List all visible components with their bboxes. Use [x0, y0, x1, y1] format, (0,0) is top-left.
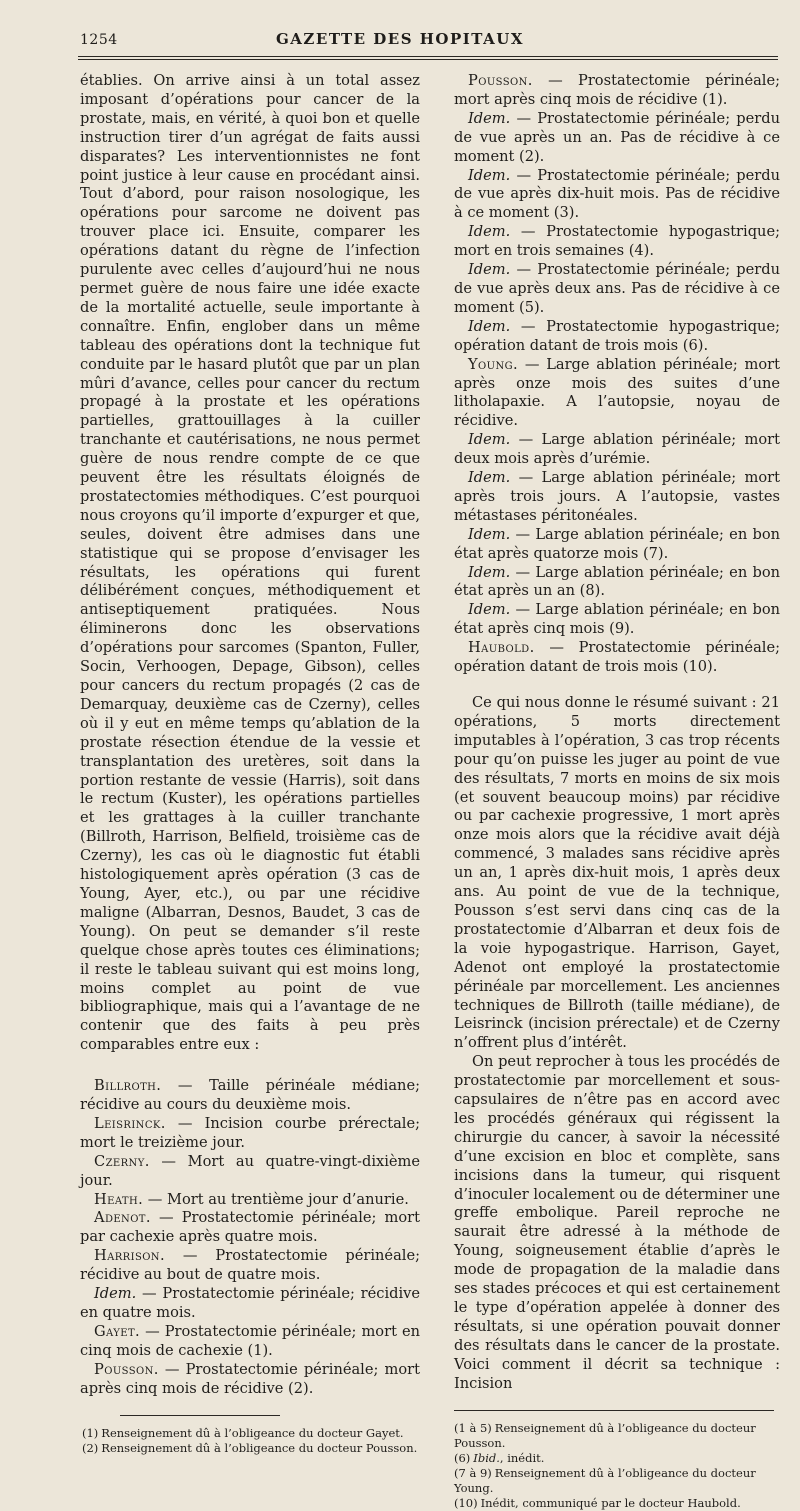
- footnote: [80, 1426, 420, 1441]
- surgeon-name: Heath.: [94, 1190, 144, 1208]
- case-text: — Large ablation périnéale; en bon état après un an (8).: [454, 563, 781, 600]
- case-entry-czerny: [80, 1153, 420, 1191]
- case-entry-harrison-idem: [80, 1285, 420, 1323]
- case-entry-idem: [454, 318, 780, 356]
- footnote-rule: [120, 1415, 280, 1416]
- right-column: [454, 72, 780, 1511]
- surgeon-name: Young.: [468, 355, 519, 373]
- footnote-text: Renseignement dû à l’obligeance du docteur Gayet.: [101, 1425, 404, 1440]
- case-entry-idem: [454, 110, 780, 167]
- case-text: — Large ablation périnéale; mort après trois jours. A l’autopsie, vastes métastases péritonéales.: [454, 469, 781, 524]
- footnote-text: Renseignement dû à l’obligeance du docteur Pousson.: [101, 1440, 418, 1455]
- idem-label: Idem.: [468, 431, 511, 449]
- idem-label: Idem.: [468, 317, 511, 335]
- case-entry-leisrinck: [80, 1115, 420, 1153]
- header-rule-top: [78, 56, 778, 57]
- summary-paragraph: Ce qui nous donne le résumé suivant : 21 opérations, 5 morts directement imputables à l’opération, 3 cas trop récents pour qu’on puisse les juger au point de vue des résultats, 7 morts en moins de six mois (et souvent beaucoup moins) par récidive ou par cachexie progressive, 1 mort après onze mois alors que la récidive avait déjà commencé, 3 malades sans récidive après un an, 1 après dix-huit mois, 1 après deux ans. Au point de vue de la technique, Pousson s’est servi dans cinq cas de la prostatectomie d’Albarran et deux fois de la voie hypogastrique. Harrison, Gayet, Adenot ont employé la prostatectomie périnéale par morcellement. Les anciennes techniques de Billroth (taille médiane), de Leisrinck (incision prérectale) et de Czerny n’offrent plus d’intérêt.: [454, 694, 780, 1052]
- footnote-text: Inédit, communiqué par le docteur Haubold.: [480, 1495, 741, 1510]
- surgeon-name: Haubold.: [468, 639, 535, 657]
- left-column: [80, 72, 420, 1456]
- case-entry-idem: [454, 167, 780, 224]
- ibid-label: Ibid.: [473, 1450, 500, 1465]
- idem-label: Idem.: [468, 601, 511, 619]
- case-entry-heath: [80, 1191, 420, 1210]
- surgeon-name: Gayet.: [94, 1322, 141, 1340]
- case-text: — Incision courbe prérectale; mort le treizième jour.: [80, 1114, 420, 1151]
- idem-label: Idem.: [94, 1285, 137, 1303]
- idem-label: Idem.: [468, 109, 511, 127]
- surgeon-name: Pousson.: [468, 72, 533, 89]
- case-text: — Mort au trentième jour d’anurie.: [147, 1190, 409, 1208]
- idem-label: Idem.: [468, 469, 511, 487]
- surgeon-name: Adenot.: [94, 1209, 151, 1227]
- idem-label: Idem.: [468, 166, 511, 184]
- body-paragraph: établies. On arrive ainsi à un total assez imposant d’opérations pour cancer de la prostate, mais, en vérité, à quoi bon et quelle instruction tirer d’un agrégat de faits aussi disparates? Les interventionnistes ne font point justice à leur cause en procédant ainsi. Tout d’abord, pour raison nosologique, les opérations pour sarcome ne doivent pas trouver place ici. Ensuite, comparer les opérations datant du règne de l’infection purulente avec celles d’aujourd’hui ne nous permet guère de nous faire une idée exacte de la mortalité actuelle, seule importante à connaître. Enfin, englober dans un même tableau des opérations dont la technique fut conduite par le hasard plutôt que par un plan mûri d’avance, celles pour cancer du rectum propagé à la prostate et les opérations partielles, grattouillages à la cuiller tranchante et cautérisations, ne nous permet guère de nous rendre compte de ce que peuvent être les résultats éloignés de prostatectomies méthodiques. C’est pourquoi nous croyons qu’il importe d’expurger et que, seules, doivent être admises dans une statistique qui se propose d’envisager les résultats, les opérations qui furent délibérément conçues, méthodiquement et antiseptiquement pratiquées. Nous éliminerons donc les observations d’opérations pour sarcomes (Spanton, Fuller, Socin, Verhoogen, Depage, Gibson), celles pour cancers du rectum propagés (2 cas de Demarquay, deuxième cas de Czerny), celles où il y eut en même temps qu’ablation de la prostate résection étendue de la vessie et transplantation des uretères, soit dans la portion restante de vessie (Harris), soit dans le rectum (Kuster), les opérations partielles et les grattages à la cuiller tranchante (Billroth, Harrison, Belfield, troisième cas de Czerny), les cas où le diagnostic fut établi histologiquement après opération (3 cas de Young, Ayer, etc.), ou par une récidive maligne (Albarran, Desnos, Baudet, 3 cas de Young). On peut se demander s’il reste quelque chose après toutes ces éliminations; il reste le tableau suivant qui est moins long, moins complet au point de vue bibliographique, mais qui a l’avantage de ne contenir que des faits à peu près comparables entre eux :: [80, 72, 420, 1054]
- critique-paragraph: On peut reprocher à tous les procédés de prostatectomie par morcellement et sous-capsulaires de n’être pas en accord avec les procédés généraux qui régissent la chirurgie du cancer, à savoir la nécessité d’une excision en bloc et complète, sans incisions dans la tumeur, qui risquent d’inoculer localement ou de déterminer une greffe embolique. Pareil reproche ne saurait être adressé à la méthode de Young, soigneusement établie d’après le mode de propagation de la maladie dans ses stades précoces et qui est certainement le type d’opération appelée à donner des résultats, si une opération pouvait donner des résultats dans le cancer de la prostate. Voici comment il décrit sa technique : Incision: [454, 1053, 780, 1392]
- idem-label: Idem.: [468, 563, 511, 581]
- idem-label: Idem.: [468, 261, 511, 279]
- footnote: [454, 1466, 780, 1496]
- footnote-text: Renseignement dû à l’obligeance du docteur Pousson.: [454, 1420, 756, 1450]
- case-text: — Prostatectomie périnéale; récidive en quatre mois.: [80, 1285, 421, 1321]
- case-text: — Prostatectomie périnéale; perdu de vue après un an. Pas de récidive à ce moment (2).: [454, 109, 781, 165]
- case-entry-pousson: [80, 1361, 420, 1399]
- case-text: — Large ablation périnéale; en bon état après cinq mois (9).: [454, 601, 781, 638]
- footnote: [454, 1496, 780, 1511]
- footnote-rule: [454, 1410, 774, 1411]
- case-text: — Large ablation périnéale; mort deux mois après d’urémie.: [454, 431, 781, 468]
- case-entry-haubold: [454, 639, 780, 677]
- case-entry-young: [454, 356, 780, 432]
- surgeon-name: Leisrinck.: [94, 1114, 166, 1132]
- surgeon-name: Czerny.: [94, 1152, 150, 1170]
- case-text: — Large ablation périnéale; mort après onze mois des suites d’une litholapaxie. A l’autopsie, noyau de récidive.: [454, 355, 781, 430]
- case-entry-idem: [454, 601, 780, 639]
- footnote-mark: (10): [454, 1495, 478, 1510]
- case-entry-idem: [454, 526, 780, 564]
- case-text: — Taille périnéale médiane; récidive au cours du deuxième mois.: [80, 1077, 420, 1114]
- spacer: [80, 1055, 420, 1077]
- case-entry-idem: [454, 469, 780, 526]
- footnote: [454, 1451, 780, 1466]
- case-entry-gayet: [80, 1323, 420, 1361]
- footnote-mark: (2): [82, 1440, 99, 1455]
- case-text: — Prostatectomie périnéale; perdu de vue après deux ans. Pas de récidive à ce moment (5).: [454, 261, 781, 316]
- footnote-mark: (1): [82, 1425, 99, 1440]
- footnote: [454, 1421, 780, 1451]
- idem-label: Idem.: [468, 223, 511, 241]
- case-text: — Prostatectomie périnéale; mort après cinq mois de récidive (1).: [454, 72, 781, 108]
- page-number: 1254: [80, 32, 118, 48]
- case-text: — Prostatectomie périnéale; opération datant de trois mois (10).: [454, 639, 780, 676]
- case-entry-harrison: [80, 1247, 420, 1285]
- footnote-text: Renseignement dû à l’obligeance du docteur Young.: [454, 1465, 756, 1495]
- surgeon-name: Pousson.: [94, 1360, 159, 1378]
- case-text: — Large ablation périnéale; en bon état après quatorze mois (7).: [454, 525, 781, 562]
- header-rule-bottom: [78, 59, 778, 60]
- case-text: — Prostatectomie périnéale; mort en cinq mois de cachexie (1).: [80, 1322, 420, 1359]
- case-entry-idem: [454, 564, 780, 602]
- footnote-mark: (7 à 9): [454, 1465, 492, 1480]
- case-text: — Prostatectomie périnéale; mort après cinq mois de récidive (2).: [80, 1360, 420, 1397]
- case-entry-idem: [454, 261, 780, 318]
- case-text: — Prostatectomie hypogastrique; mort en trois semaines (4).: [454, 223, 780, 260]
- case-text: — Prostatectomie périnéale; mort par cachexie après quatre mois.: [80, 1209, 420, 1246]
- surgeon-name: Billroth.: [94, 1077, 162, 1095]
- footnote-mark: (6): [454, 1450, 471, 1465]
- footnote: [80, 1441, 420, 1456]
- case-entry-idem: [454, 431, 780, 469]
- case-entry-billroth: [80, 1077, 420, 1115]
- spacer: [454, 677, 780, 694]
- case-text: — Mort au quatre-vingt-dixième jour.: [80, 1152, 420, 1189]
- case-entry-adenot: [80, 1209, 420, 1247]
- case-text: — Prostatectomie hypogastrique; opération datant de trois mois (6).: [454, 317, 780, 354]
- case-entry-idem: [454, 223, 780, 261]
- footnote-mark: (1 à 5): [454, 1420, 492, 1435]
- idem-label: Idem.: [468, 525, 511, 543]
- case-entry-pousson: [454, 72, 780, 110]
- case-text: — Prostatectomie périnéale; récidive au bout de quatre mois.: [80, 1247, 420, 1284]
- running-head: GAZETTE DES HOPITAUX: [275, 30, 524, 48]
- surgeon-name: Harrison.: [94, 1247, 165, 1265]
- footnote-text: , inédit.: [499, 1450, 545, 1465]
- case-text: — Prostatectomie périnéale; perdu de vue après dix-huit mois. Pas de récidive à ce moment (3).: [454, 166, 781, 222]
